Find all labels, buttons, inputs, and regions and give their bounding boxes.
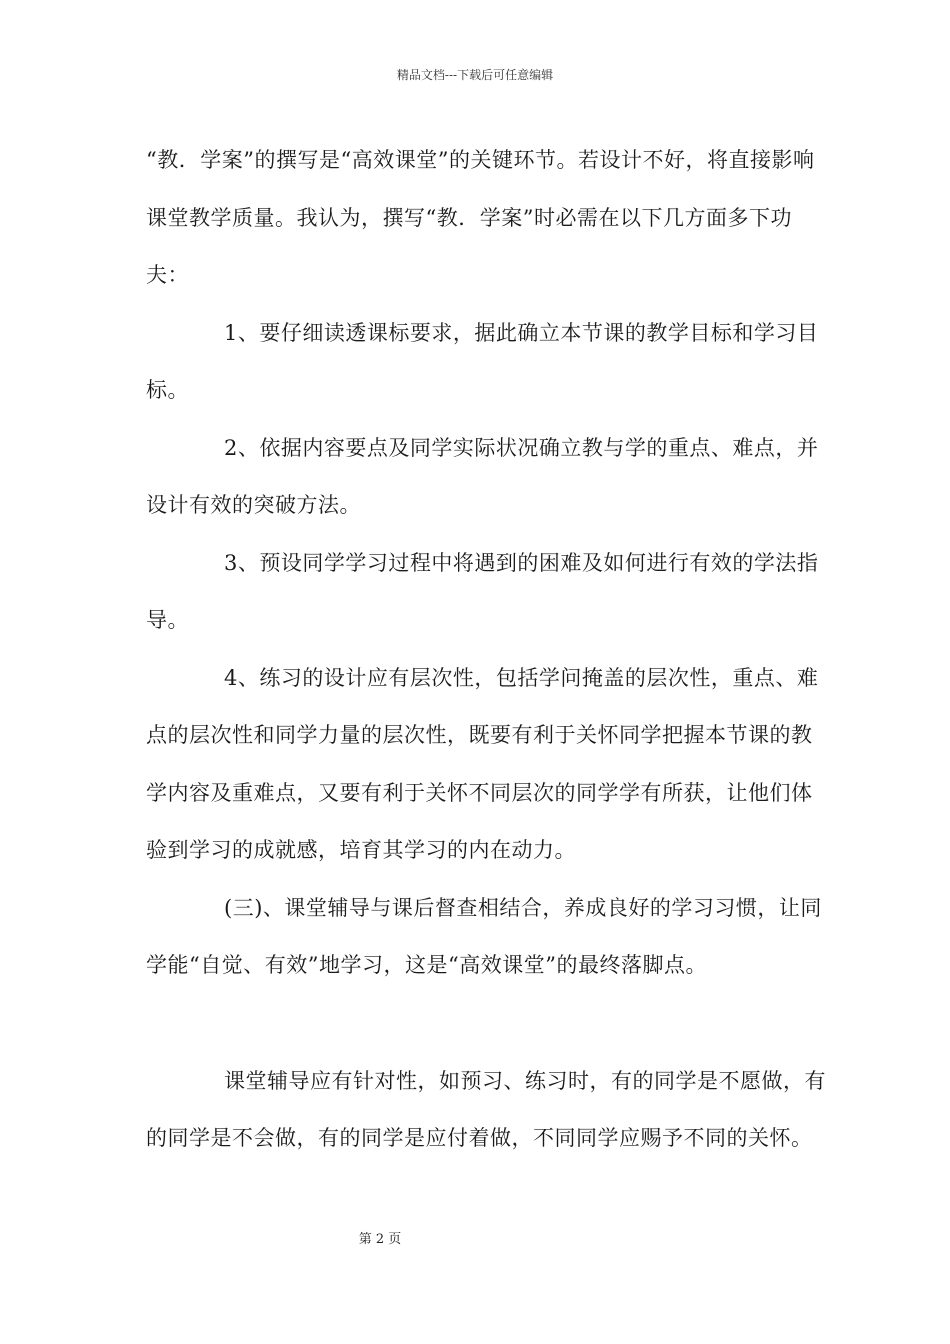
paragraph-gap: [146, 995, 826, 1053]
paragraph-item-3: 3、预设同学学习过程中将遇到的困难及如何进行有效的学法指导。: [146, 550, 819, 632]
page-number: 第 2 页: [358, 1232, 402, 1247]
paragraph-tutoring: 课堂辅导应有针对性，如预习、练习时，有的同学是不愿做，有的同学是不会做，有的同学是应付着做，不同同学应赐予不同的关怀。: [146, 1068, 826, 1150]
paragraph-item-2: 2、依据内容要点及同学实际状况确立教与学的重点、难点，并设计有效的突破方法。: [146, 435, 819, 517]
paragraph-item-1: 1、要仔细读透课标要求，据此确立本节课的教学目标和学习目标。: [146, 320, 819, 402]
paragraph-item-4: 4、练习的设计应有层次性，包括学问掩盖的层次性，重点、难点的层次性和同学力量的层次性，既要有利于关怀同学把握本节课的教学内容及重难点，又要有利于关怀不同层次的同学学有所获，让他们体验到学习的成就感，培育其学习的内在动力。: [146, 665, 819, 862]
document-body: [146, 132, 826, 1168]
page-header: 精品文档---下载后可任意编辑: [396, 68, 554, 82]
paragraph-intro: “教．学案”的撰写是“高效课堂”的关键环节。若设计不好，将直接影响课堂教学质量。我认为，撰写“教．学案”时必需在以下几方面多下功夫：: [146, 148, 815, 287]
paragraph-section-3: (三)、课堂辅导与课后督查相结合，养成良好的学习习惯，让同学能“自觉、有效”地学习，这是“高效课堂”的最终落脚点。: [146, 895, 822, 977]
